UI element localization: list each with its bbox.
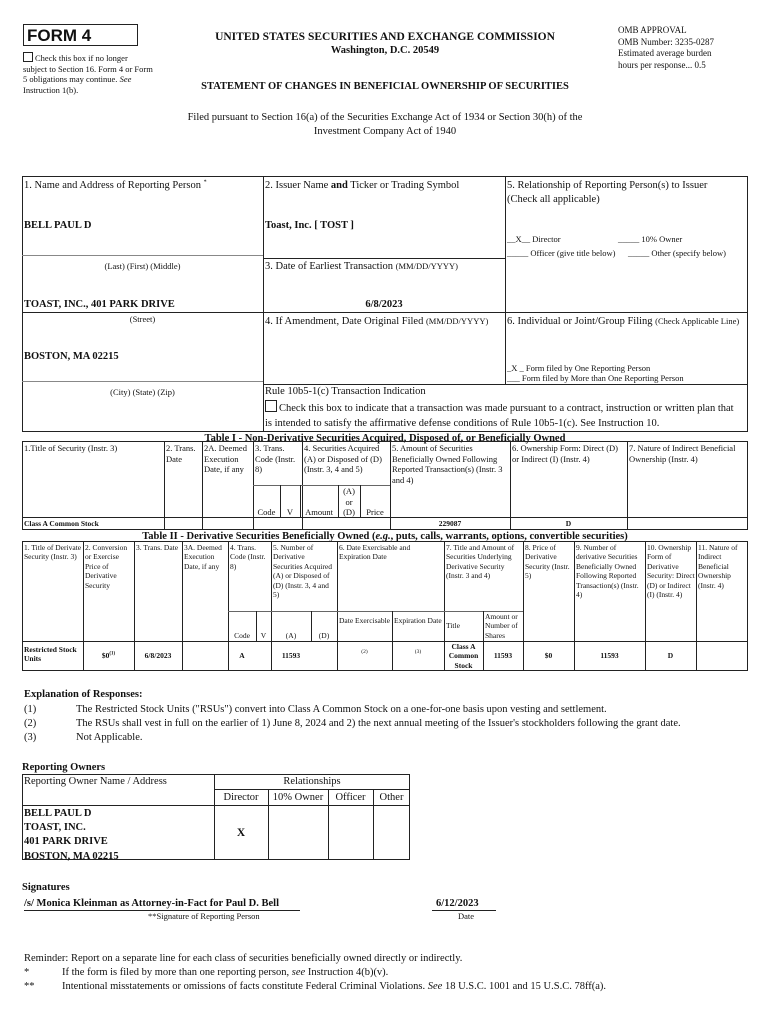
t1-col-acquired: 4. Securities Acquired (A) or Disposed of (D) (Instr. 3, 4 and 5) xyxy=(304,443,382,475)
reminder-text: Reminder: Report on a separate line for each class of securities beneficially owned directly or indirectly. xyxy=(24,953,463,964)
t1-col-ownership-form: 6. Ownership Form: Direct (D) or Indirect (I) (Instr. 4) xyxy=(512,443,618,464)
statement-title: STATEMENT OF CHANGES IN BENEFICIAL OWNERSHIP OF SECURITIES xyxy=(201,81,569,92)
t2-col-price: 8. Price of Derivative Security (Instr. 5) xyxy=(525,543,570,581)
t2-row-conversion: $0$^{(1)}$ xyxy=(101,651,116,660)
box6-label: 6. Individual or Joint/Group Filing (Check Applicable Line) xyxy=(507,316,740,327)
t1-sub-amount: Amount xyxy=(305,507,333,517)
ro-col-name: Reporting Owner Name / Address xyxy=(24,776,167,787)
t2-row-acquired: 11593 xyxy=(281,651,301,660)
ro-address: BELL PAUL D TOAST, INC. 401 PARK DRIVE BOSTON, MA 02215 xyxy=(24,808,119,862)
t2-sub-code: Code xyxy=(234,631,250,640)
t2-row-date: 6/8/2023 xyxy=(144,651,172,660)
t1-sub-price: Price xyxy=(366,507,384,517)
box4-label: 4. If Amendment, Date Original Filed (MM/DD/YYYY) xyxy=(265,316,489,327)
t1-col-nature: 7. Nature of Indirect Beneficial Ownership (Instr. 4) xyxy=(629,443,736,464)
agency-city: Washington, D.C. 20549 xyxy=(330,45,440,56)
t2-col-exercisable: 6. Date Exercisable and Expiration Date xyxy=(339,543,411,562)
t1-row-security: Class A Common Stock xyxy=(24,519,99,528)
table1-title: Table I - Non-Derivative Securities Acquired, Disposed of, or Beneficially Owned xyxy=(204,433,566,444)
t2-col-date: 3. Trans. Date xyxy=(136,543,179,552)
t1-sub-v: V xyxy=(286,507,294,517)
signatures-title: Signatures xyxy=(22,882,70,893)
other-checkbox[interactable]: _____ Other (specify below) xyxy=(628,248,726,258)
filed-pursuant-line-2: Investment Company Act of 1940 xyxy=(313,126,457,137)
signature-date: 6/12/2023 xyxy=(436,898,479,909)
t2-sub-amount: Amount or Number of Shares xyxy=(485,612,518,640)
no-longer-subject-checkbox-text: Check this box if no longer subject to Section 16. Form 4 or Form 5 obligations may continue. See Instruction 1(b). xyxy=(23,53,153,95)
t2-row-code: A xyxy=(239,651,245,660)
t1-sub-a-or-d: (A) or (D) xyxy=(343,486,355,518)
date-caption: Date xyxy=(458,911,475,921)
signature-caption: **Signature of Reporting Person xyxy=(148,911,260,921)
ro-col-relationships: Relationships xyxy=(283,776,341,787)
t2-row-date-exercisable: (2) xyxy=(361,649,368,655)
t2-col-deemed: 3A. Deemed Execution Date, if any xyxy=(184,543,222,571)
t1-col-code: 3. Trans. Code (Instr. 8) xyxy=(255,443,296,475)
t2-col-owned: 9. Number of derivative Securities Beneficially Owned Following Reported Transaction(s) (Instr. 4) xyxy=(576,543,639,599)
filed-by-many-option[interactable]: ___ Form filed by More than One Reporting Person xyxy=(507,373,684,383)
filed-pursuant-line-1: Filed pursuant to Section 16(a) of the Securities Exchange Act of 1934 or Section 30(h) of the xyxy=(187,112,583,123)
ro-col-director: Director xyxy=(223,792,259,803)
footnote-2-text: Intentional misstatements or omissions of facts constitute Federal Criminal Violations. See 18 U.S.C. 1001 and 15 U.S.C. 78ff(a). xyxy=(62,981,607,992)
reporting-person-city: BOSTON, MA 02215 xyxy=(24,351,119,362)
no-longer-subject-checkbox[interactable] xyxy=(23,52,33,62)
t2-col-title: 1. Title of Derivate Security (Instr. 3) xyxy=(24,543,82,562)
t2-row-security: Restricted Stock Units xyxy=(24,645,77,664)
t1-row-form: D xyxy=(565,519,572,528)
table2-title: Table II - Derivative Securities Beneficially Owned (e.g., puts, calls, warrants, options, convertible securities) xyxy=(142,531,628,542)
form-title-box xyxy=(23,24,138,46)
t2-col-underlying: 7. Title and Amount of Securities Underlying Derivative Security (Instr. 3 and 4) xyxy=(446,543,515,581)
t1-sub-code: Code xyxy=(257,507,276,517)
box3-label: 3. Date of Earliest Transaction (MM/DD/YYYY) xyxy=(265,261,458,272)
reporting-person-street: TOAST, INC., 401 PARK DRIVE xyxy=(24,299,175,310)
footnote-1-text: If the form is filed by more than one reporting person, see Instruction 4(b)(v). xyxy=(62,967,389,978)
explanation-num-1: (1) xyxy=(24,704,37,715)
ro-director-mark: X xyxy=(236,827,246,839)
signature-text: /s/ Monica Kleinman as Attorney-in-Fact for Paul D. Bell xyxy=(24,898,279,909)
explanation-title: Explanation of Responses: xyxy=(24,689,143,700)
t2-row-price: $0 xyxy=(544,651,553,660)
name-caption: (Last) (First) (Middle) xyxy=(104,261,181,271)
rule-10b5-text: Check this box to indicate that a transaction was made pursuant to a contract, instruction or written plan that is intended to satisfy the affirmative defense conditions of Rule 10b5-1(c). See Instruction 10. xyxy=(265,400,743,431)
city-caption: (City) (State) (Zip) xyxy=(110,387,175,397)
explanation-num-2: (2) xyxy=(24,718,37,729)
officer-checkbox[interactable]: _____ Officer (give title below) xyxy=(507,248,616,258)
t2-col-nature: 11. Nature of Indirect Beneficial Ownership (Instr. 4) xyxy=(698,543,738,590)
t2-col-code: 4. Trans. Code (Instr. 8) xyxy=(230,543,266,571)
rule-10b5-checkbox[interactable] xyxy=(265,400,277,412)
reporting-owners-title: Reporting Owners xyxy=(22,762,106,773)
t2-row-expiration: (3) xyxy=(414,649,422,655)
ten-percent-owner-checkbox[interactable]: _____ 10% Owner xyxy=(618,234,683,244)
earliest-transaction-date: 6/8/2023 xyxy=(365,299,403,310)
t1-col-amount-owned: 5. Amount of Securities Beneficially Owned Following Reported Transaction(s) (Instr. 3 and 4) xyxy=(392,443,503,485)
t2-sub-expiration: Expiration Date xyxy=(394,616,442,625)
t2-sub-a: (A) xyxy=(285,631,297,640)
explanation-num-3: (3) xyxy=(24,732,37,743)
t1-col-deemed: 2A. Deemed Execution Date, if any xyxy=(204,443,247,475)
explanation-text-2: The RSUs shall vest in full on the earlier of 1) June 8, 2024 and 2) the next annual meeting of the Issuer's stockholders following the grant date. xyxy=(76,718,681,729)
t2-row-title: Class A Common Stock xyxy=(448,642,479,670)
ro-col-ten-percent: 10% Owner xyxy=(272,792,324,803)
footnote-2-mark: ** xyxy=(24,981,35,992)
explanation-text-1: The Restricted Stock Units ("RSUs") convert into Class A Common Stock on a one-for-one basis upon vesting and settlement. xyxy=(76,704,607,715)
street-caption: (Street) xyxy=(129,314,156,324)
agency-name: UNITED STATES SECURITIES AND EXCHANGE COMMISSION xyxy=(215,31,555,43)
director-checkbox[interactable]: __X__ Director xyxy=(507,234,561,244)
form-title: FORM 4 xyxy=(27,26,92,45)
box5-label-2: (Check all applicable) xyxy=(507,194,600,205)
footnote-1-mark: * xyxy=(24,967,30,978)
t2-sub-title: Title xyxy=(446,621,460,630)
t1-col-title: 1.Title of Security (Instr. 3) xyxy=(24,443,118,453)
box5-label: 5. Relationship of Reporting Person(s) to Issuer xyxy=(507,180,708,191)
t1-col-date: 2. Trans. Date xyxy=(166,443,196,464)
t2-col-form: 10. Ownership Form of Derivative Security: Direct (D) or Indirect (I) (Instr. 4) xyxy=(647,543,695,599)
explanation-text-3: Not Applicable. xyxy=(76,732,143,743)
t2-sub-v: V xyxy=(260,631,267,640)
t1-row-owned: 229087 xyxy=(438,519,462,528)
reporting-person-name: BELL PAUL D xyxy=(24,220,92,231)
t2-col-conversion: 2. Conversion or Exercise Price of Derivative Security xyxy=(85,543,128,590)
omb-approval: OMB APPROVAL OMB Number: 3235-0287 Estimated average burden hours per response... 0.5 xyxy=(618,25,714,71)
rule-10b5-label: Rule 10b5-1(c) Transaction Indication xyxy=(265,386,426,397)
t2-col-number: 5. Number of Derivative Securities Acquired (A) or Disposed of (D) (Instr. 3, 4 and 5) xyxy=(273,543,332,599)
ro-col-other: Other xyxy=(379,792,404,803)
t2-row-form: D xyxy=(667,651,674,660)
t2-row-owned: 11593 xyxy=(600,651,619,660)
t2-row-amount: 11593 xyxy=(493,651,513,660)
ro-col-officer: Officer xyxy=(335,792,366,803)
filed-by-one-option[interactable]: _X _ Form filed by One Reporting Person xyxy=(507,363,651,373)
box1-label: 1. Name and Address of Reporting Person * xyxy=(24,179,207,191)
t2-sub-date-exercisable: Date Exercisable xyxy=(339,616,391,625)
issuer-name: Toast, Inc. [ TOST ] xyxy=(265,220,354,231)
t2-sub-d: (D) xyxy=(318,631,330,640)
box2-label: 2. Issuer Name and Ticker or Trading Symbol xyxy=(265,180,460,191)
